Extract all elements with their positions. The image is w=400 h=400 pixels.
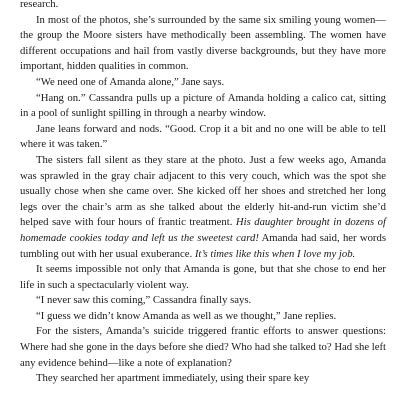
paragraph-cassandra-picture: “Hang on.” Cassandra pulls up a picture of Amanda holding a calico cat, sitting in a pool of sunlight spilling in through a nearby window. (20, 91, 386, 120)
paragraph-cassandra-never: “I never saw this coming,” Cassandra finally says. (36, 294, 252, 307)
paragraph-searched-apartment: They searched her apartment immediately, using their spare key (36, 372, 310, 385)
book-page (20, 0, 386, 387)
paragraph-sisters-silent: The sisters fall silent as they stare at the photo. Just a few weeks ago, Amanda was sprawled in the gray chair adjacent to this very couch, which was the spot she usually chose when she came over. She kicked off her shoes and stretched her long legs over the chair’s arm as she talked about the elderly hit-and-run victim she’d helped save with four hours of frantic treatment. His daughter brought in dozens of homemade cookies today and left us the sweetest card! Amanda had said, her words tumbling out with her usual exuberance. It’s times like this when I love my job. (20, 153, 386, 260)
paragraph-jane-request: “We need one of Amanda alone,” Jane says. (36, 75, 225, 88)
paragraph-jane-crop: Jane leans forward and nods. “Good. Crop it a bit and no one will be able to tell where it was taken.” (20, 122, 386, 151)
paragraph-impossible: It seems impossible not only that Amanda is gone, but that she chose to end her life in such a spectacularly violent way. (20, 263, 386, 291)
paragraph-photos: In most of the photos, she’s surrounded by the same six smiling young women—the group the Moore sisters have methodically been assembling. The women have different occupations and hail from vastly diverse backgrounds, but they have more important, hidden qualities in common. (20, 13, 386, 73)
paragraph-jane-guess: “I guess we didn’t know Amanda as well as we thought,” Jane replies. (36, 309, 337, 322)
paragraph-fragment: research. (20, 0, 59, 10)
paragraph-suicide-questions: For the sisters, Amanda’s suicide triggered frantic efforts to answer questions: Where had she gone in the days before she died? Who had she talked to? Had she left any evidence behind—like a note of explanation? (20, 325, 386, 369)
